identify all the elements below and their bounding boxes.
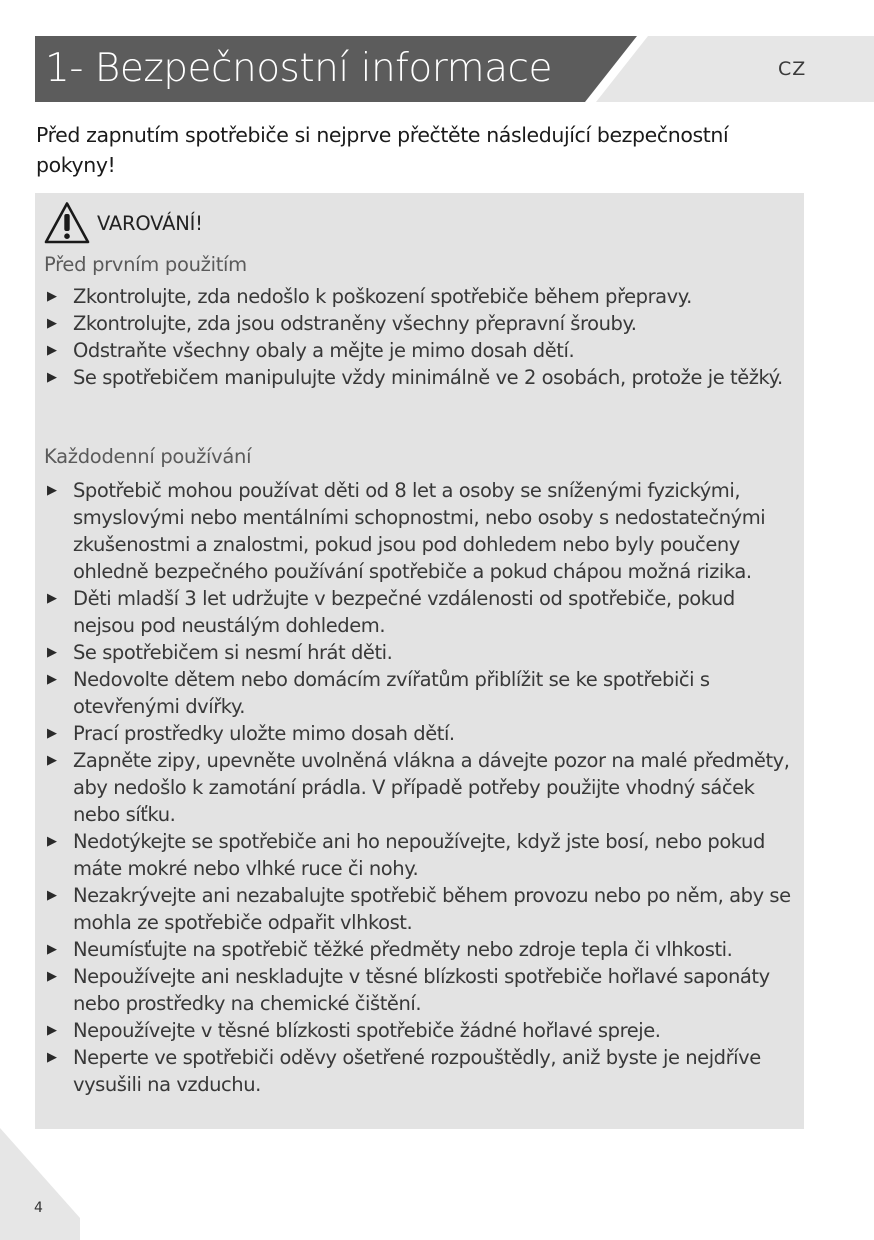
bullet-arrow-icon: ▶ [47,969,57,984]
list-item: ▶ Se spotřebičem si nesmí hrát děti. [44,639,798,666]
header-language-tab [596,36,874,102]
list-item: ▶ Neperte ve spotřebiči oděvy ošetřené rozpouštědly, aniž byste je nejdříve vysušili na vzduchu. [44,1044,798,1098]
bullet-arrow-icon: ▶ [47,834,57,849]
bullet-arrow-icon: ▶ [47,672,57,687]
bullet-arrow-icon: ▶ [47,316,57,331]
list-item: ▶ Nedotýkejte se spotřebiče ani ho nepoužívejte, když jste bosí, nebo pokud máte mokré nebo vlhké ruce či nohy. [44,828,798,882]
section-title-daily-use: Každodenní používání [44,445,252,468]
list-item: ▶ Nepoužívejte ani neskladujte v těsné blízkosti spotřebiče hořlavé saponáty nebo prostředky na chemické čištění. [44,963,798,1017]
language-code: CZ [778,58,807,80]
list-item: ▶ Se spotřebičem manipulujte vždy minimálně ve 2 osobách, protože je těžký. [44,364,798,391]
list-item: ▶ Prací prostředky uložte mimo dosah dětí. [44,720,798,747]
list-item: ▶ Zkontrolujte, zda nedošlo k poškození spotřebiče během přepravy. [44,283,798,310]
before-first-use-list [44,283,798,391]
daily-use-list [44,477,798,1098]
bullet-arrow-icon: ▶ [47,370,57,385]
warning-title: VAROVÁNÍ! [97,211,203,235]
bullet-arrow-icon: ▶ [47,289,57,304]
list-item: ▶ Nezakrývejte ani nezabalujte spotřebič během provozu nebo po něm, aby se mohla ze spotřebiče odpařit vlhkost. [44,882,798,936]
bullet-arrow-icon: ▶ [47,483,57,498]
list-item: ▶ Nepoužívejte v těsné blízkosti spotřebiče žádné hořlavé spreje. [44,1017,798,1044]
list-item: ▶ Zkontrolujte, zda jsou odstraněny všechny přepravní šrouby. [44,310,798,337]
bullet-arrow-icon: ▶ [47,1050,57,1065]
bullet-arrow-icon: ▶ [47,753,57,768]
page-title: 1- Bezpečnostní informace [45,46,552,91]
section-title-before-first-use: Před prvním použitím [44,253,247,276]
list-item: ▶ Neumísťujte na spotřebič těžké předměty nebo zdroje tepla či vlhkosti. [44,936,798,963]
list-item: ▶ Zapněte zipy, upevněte uvolněná vlákna a dávejte pozor na malé předměty, aby nedošlo k zamotání prádla. V případě potřeby použijte vhodný sáček nebo síťku. [44,747,798,828]
page-number: 4 [34,1200,43,1216]
intro-text: Před zapnutím spotřebiče si nejprve přečtěte následující bezpečnostní pokyny! [36,123,729,177]
list-item: ▶ Nedovolte dětem nebo domácím zvířatům přiblížit se ke spotřebiči s otevřenými dvířky. [44,666,798,720]
bullet-arrow-icon: ▶ [47,942,57,957]
bullet-arrow-icon: ▶ [47,1023,57,1038]
warning-triangle-icon [44,201,90,245]
warning-header [44,201,203,245]
corner-decoration [0,1128,80,1240]
page-header [0,36,874,102]
bullet-arrow-icon: ▶ [47,591,57,606]
list-item: ▶ Spotřebič mohou používat děti od 8 let a osoby se sníženými fyzickými, smyslovými nebo mentálními schopnostmi, nebo osoby s nedostatečnými zkušenostmi a znalostmi, pokud jsou pod dohledem nebo byly poučeny ohledně bezpečného používání spotřebiče a pokud chápou možná rizika. [44,477,798,585]
bullet-arrow-icon: ▶ [47,343,57,358]
bullet-arrow-icon: ▶ [47,888,57,903]
list-item: ▶ Děti mladší 3 let udržujte v bezpečné vzdálenosti od spotřebiče, pokud nejsou pod neustálým dohledem. [44,585,798,639]
warning-box [35,193,804,1129]
list-item: ▶ Odstraňte všechny obaly a mějte je mimo dosah dětí. [44,337,798,364]
bullet-arrow-icon: ▶ [47,645,57,660]
bullet-arrow-icon: ▶ [47,726,57,741]
